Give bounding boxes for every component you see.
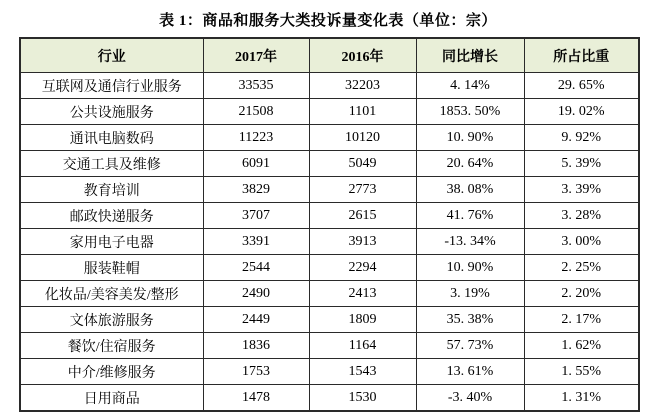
cell-share: 9. 92% [524,125,639,151]
cell-industry: 服装鞋帽 [20,255,203,281]
cell-yoy-growth: 10. 90% [416,255,524,281]
cell-y2016: 10120 [309,125,416,151]
cell-industry: 餐饮/住宿服务 [20,333,203,359]
cell-y2016: 5049 [309,151,416,177]
table-row [20,385,639,412]
complaints-table [19,37,640,412]
cell-industry: 交通工具及维修 [20,151,203,177]
cell-y2017: 1478 [203,385,309,412]
cell-yoy-growth: 41. 76% [416,203,524,229]
cell-share: 1. 55% [524,359,639,385]
cell-share: 29. 65% [524,73,639,99]
table-row [20,125,639,151]
cell-y2017: 21508 [203,99,309,125]
cell-y2016: 2413 [309,281,416,307]
cell-yoy-growth: 3. 19% [416,281,524,307]
table-row [20,281,639,307]
cell-share: 1. 62% [524,333,639,359]
table-row [20,203,639,229]
cell-y2017: 2490 [203,281,309,307]
cell-share: 2. 17% [524,307,639,333]
cell-yoy-growth: -13. 34% [416,229,524,255]
cell-y2017: 6091 [203,151,309,177]
cell-share: 1. 31% [524,385,639,412]
cell-industry: 化妆品/美容美发/整形 [20,281,203,307]
cell-y2016: 1530 [309,385,416,412]
cell-y2017: 3707 [203,203,309,229]
cell-y2017: 1753 [203,359,309,385]
table-head [20,38,639,73]
cell-yoy-growth: 20. 64% [416,151,524,177]
table-caption: 表 1：商品和服务大类投诉量变化表（单位：宗） [159,13,497,29]
table-row [20,255,639,281]
cell-share: 19. 02% [524,99,639,125]
table-row [20,99,639,125]
cell-share: 3. 39% [524,177,639,203]
table-row [20,177,639,203]
cell-y2016: 1164 [309,333,416,359]
cell-share: 3. 28% [524,203,639,229]
cell-y2017: 3829 [203,177,309,203]
cell-yoy-growth: 1853. 50% [416,99,524,125]
cell-y2016: 3913 [309,229,416,255]
cell-yoy-growth: 35. 38% [416,307,524,333]
cell-y2016: 2294 [309,255,416,281]
cell-y2017: 1836 [203,333,309,359]
cell-yoy-growth: 4. 14% [416,73,524,99]
column-header-y2016: 2016年 [309,38,416,73]
cell-yoy-growth: 38. 08% [416,177,524,203]
cell-y2017: 2544 [203,255,309,281]
cell-yoy-growth: 10. 90% [416,125,524,151]
column-header-industry: 行业 [20,38,203,73]
table-row [20,151,639,177]
cell-y2016: 1543 [309,359,416,385]
cell-y2016: 2773 [309,177,416,203]
cell-y2017: 3391 [203,229,309,255]
cell-industry: 中介/维修服务 [20,359,203,385]
cell-yoy-growth: 57. 73% [416,333,524,359]
cell-y2017: 11223 [203,125,309,151]
cell-industry: 通讯电脑数码 [20,125,203,151]
cell-share: 2. 25% [524,255,639,281]
cell-y2016: 2615 [309,203,416,229]
cell-yoy-growth: -3. 40% [416,385,524,412]
column-header-yoy-growth: 同比增长 [416,38,524,73]
header-row [20,38,639,73]
table-body [20,73,639,412]
cell-share: 5. 39% [524,151,639,177]
cell-y2016: 1101 [309,99,416,125]
table-row [20,333,639,359]
cell-y2016: 32203 [309,73,416,99]
cell-industry: 公共设施服务 [20,99,203,125]
cell-industry: 文体旅游服务 [20,307,203,333]
table-row [20,359,639,385]
cell-y2017: 2449 [203,307,309,333]
cell-industry: 教育培训 [20,177,203,203]
cell-industry: 家用电子电器 [20,229,203,255]
column-header-y2017: 2017年 [203,38,309,73]
table-row [20,307,639,333]
cell-y2017: 33535 [203,73,309,99]
cell-industry: 互联网及通信行业服务 [20,73,203,99]
column-header-share: 所占比重 [524,38,639,73]
cell-industry: 日用商品 [20,385,203,412]
table-row [20,229,639,255]
cell-share: 2. 20% [524,281,639,307]
cell-yoy-growth: 13. 61% [416,359,524,385]
cell-industry: 邮政快递服务 [20,203,203,229]
cell-share: 3. 00% [524,229,639,255]
cell-y2016: 1809 [309,307,416,333]
table-row [20,73,639,99]
